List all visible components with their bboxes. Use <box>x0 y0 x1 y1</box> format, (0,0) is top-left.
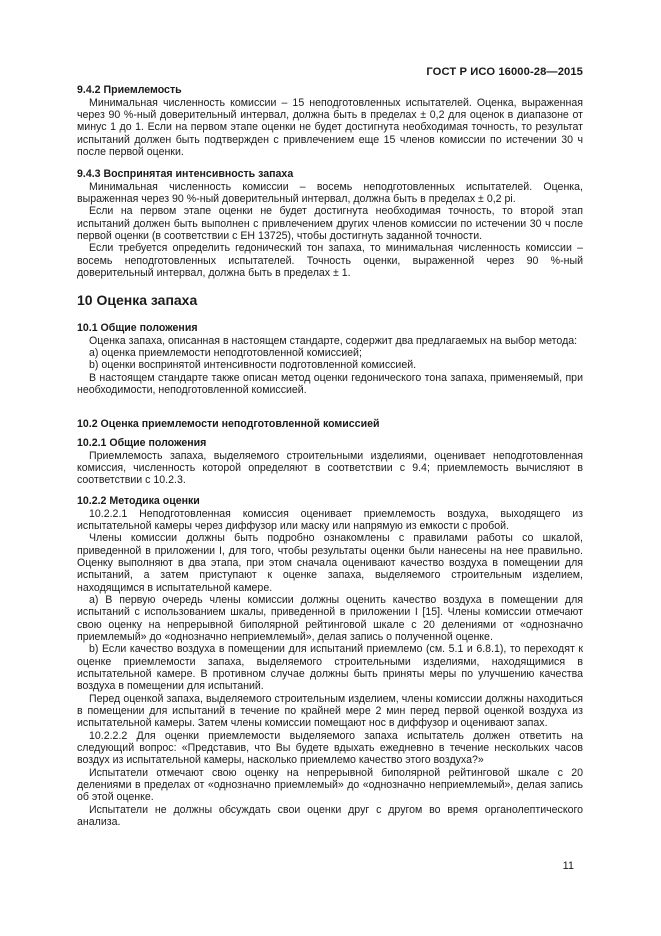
page-number: 11 <box>562 860 574 872</box>
paragraph: Приемлемость запаха, выделяемого строительными изделиями, оценивает неподготовленная комиссия, численность которой определяют в соответствии с 9.4; приемлемость вычисляют в соответствии с 10.2.3. <box>77 449 583 487</box>
section-10-2-1 <box>77 437 583 487</box>
list-item: b) оценки воспринятой интенсивности подготовленной комиссией. <box>89 359 417 372</box>
paragraph: a) В первую очередь члены комиссии должны оценить качество воздуха в помещении для испытаний с использованием шкалы, приведенной в приложении I [15]. Члены комиссии отмечают свою оценку на непрерывной биполярной рейтинговой шкале с 20 делениями от «однозначно приемлемый» до «однозначно неприемлемый», делая запись о полученной оценке. <box>77 593 583 643</box>
section-title: 10.2.1 Общие положения <box>77 437 207 449</box>
paragraph: Оценка запаха, описанная в настоящем стандарте, содержит два предлагаемых на выбор метода: <box>89 334 578 347</box>
paragraph: В настоящем стандарте также описан метод оценки гедонического тона запаха, применяемый, при необходимости, неподготовленной комиссией. <box>77 371 583 396</box>
section-10-1 <box>77 322 583 396</box>
paragraph: Если на первом этапе оценки не будет достигнута необходимая точность, то второй этап испытаний должен быть выполнен с привлечением других членов комиссии по истечении 30 ч после первой оценки (в соответствии с ЕН 13725), чтобы достигнуть заданной точности. <box>77 205 583 242</box>
section-title: 9.4.3 Воспринятая интенсивность запаха <box>77 168 294 180</box>
section-title: 10.2 Оценка приемлемости неподготовленной комиссией <box>77 418 380 430</box>
section-title: 10.2.2 Методика оценки <box>77 495 200 507</box>
paragraph: Если требуется определить гедонический тон запаха, то минимальная численность комиссии – восемь неподготовленных испытателей. Точность оценки, выраженной через 90 %-ный доверительный интервал, должна быть в пределах ± 1. <box>77 242 583 279</box>
section-9-4-3 <box>77 168 583 279</box>
paragraph: Испытатели отмечают свою оценку на непрерывной биполярной рейтинговой шкале с 20 делениями в пределах от «однозначно приемлемый» до «однозначно неприемлемый», делая запись об этой оценке. <box>77 766 583 804</box>
chapter-title: 10 Оценка запаха <box>77 292 198 308</box>
paragraph: 10.2.2.1 Неподготовленная комиссия оценивает приемлемость воздуха, выходящего из испытательной камеры через диффузор или маску или напрямую из емкости с пробой. <box>77 507 583 532</box>
section-10 <box>77 292 583 308</box>
method-list <box>77 347 583 372</box>
list-item: a) оценка приемлемости неподготовленной комиссией; <box>89 346 362 359</box>
paragraph: Испытатели не должны обсуждать свои оценки друг с другом во время органолептического анализа. <box>77 803 583 829</box>
paragraph: Перед оценкой запаха, выделяемого строительным изделием, члены комиссии должны находиться в помещении для испытаний в течение по крайней мере 2 мин перед первой оценкой воздуха из испытательной камеры. Затем члены комиссии помещают нос в диффузор и оценивают запах. <box>77 692 583 730</box>
section-title: 9.4.2 Приемлемость <box>77 84 182 96</box>
paragraph: b) Если качество воздуха в помещении для испытаний приемлемо (см. 5.1 и 6.8.1), то переходят к оценке приемлемости запаха, выделяемого строительными изделиями, находящимися в испытательной камере. В противном случае должны быть приняты меры по улучшению качества воздуха в помещении для испытаний. <box>77 643 583 693</box>
document-header: ГОСТ Р ИСО 16000-28—2015 <box>426 66 583 78</box>
paragraph: Минимальная численность комиссии – 15 неподготовленных испытателей. Оценка, выраженная через 90 %-ный доверительный интервал, должна быть в пределах ± 0,2 для оценок в диапазоне от минус 1 до 1. Если на первом этапе оценки не будет достигнута необходимая точность, то результат испытаний должен быть подтвержден с привлечением еще 15 членов комиссии по истечении 30 ч после первой оценки. <box>77 96 583 158</box>
section-9-4-2 <box>77 84 583 158</box>
section-10-2 <box>77 418 583 431</box>
paragraph: 10.2.2.2 Для оценки приемлемости выделяемого запаха испытатель должен ответить на следующий вопрос: «Представив, что Вы будете вдыхать ежедневно в течение нескольких часов воздух из испытательной камеры, насколько приемлемо качество этого воздуха?» <box>77 729 583 767</box>
paragraph: Минимальная численность комиссии – восемь неподготовленных испытателей. Оценка, выраженная через 90 %-ный доверительный интервал, должна быть в пределах ± 0,2 pi. <box>77 180 583 205</box>
section-title: 10.1 Общие положения <box>77 322 198 334</box>
paragraph: Члены комиссии должны быть подробно ознакомлены с правилами работы со шкалой, приведенной в приложении I, для того, чтобы результаты оценки были нанесены на нее правильно. Оценку выполняют в два этапа, при этом сначала оценивают качество воздуха в помещении для испытаний, а затем приступают к оценке запаха, выделяемого строительным изделием, находящимся в испытательной камере. <box>77 532 583 594</box>
section-10-2-2 <box>77 495 583 828</box>
